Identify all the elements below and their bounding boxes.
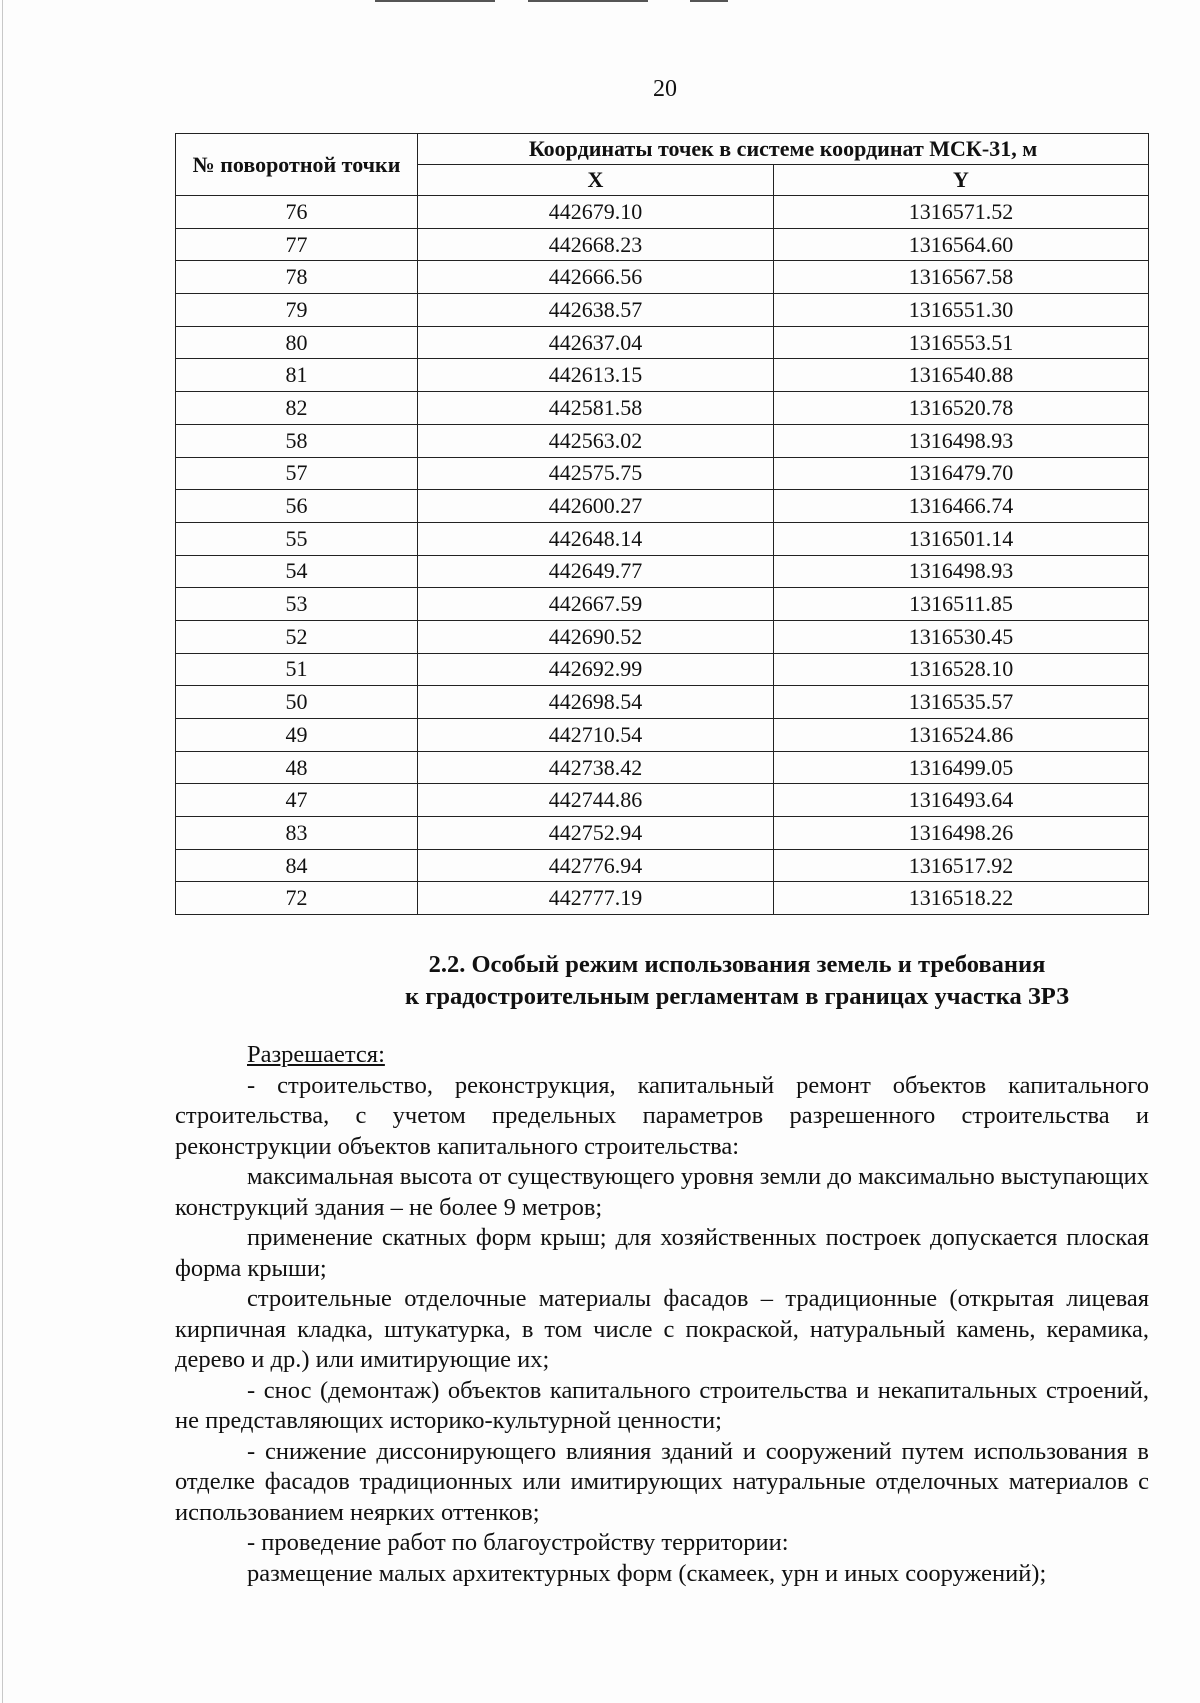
cell-x: 442692.99 — [418, 653, 774, 686]
cell-x: 442710.54 — [418, 719, 774, 752]
table-row — [176, 588, 1149, 621]
cell-point-no: 84 — [176, 849, 418, 882]
cell-point-no: 58 — [176, 424, 418, 457]
cell-y: 1316551.30 — [774, 294, 1149, 327]
cell-point-no: 56 — [176, 490, 418, 523]
cell-y: 1316498.93 — [774, 555, 1149, 588]
cell-y: 1316511.85 — [774, 588, 1149, 621]
cell-y: 1316501.14 — [774, 522, 1149, 555]
section-body — [175, 1040, 1149, 1589]
table-row — [176, 751, 1149, 784]
section-title-line-1: 2.2. Особый режим использования земель и требования — [428, 951, 1046, 978]
cell-y: 1316528.10 — [774, 653, 1149, 686]
cell-x: 442563.02 — [418, 424, 774, 457]
cell-point-no: 50 — [176, 686, 418, 719]
cell-y: 1316535.57 — [774, 686, 1149, 719]
cell-y: 1316479.70 — [774, 457, 1149, 490]
cell-x: 442666.56 — [418, 261, 774, 294]
cell-y: 1316540.88 — [774, 359, 1149, 392]
cell-x: 442600.27 — [418, 490, 774, 523]
table-row — [176, 817, 1149, 850]
scan-edge — [2, 0, 3, 1703]
table-row — [176, 522, 1149, 555]
cell-y: 1316493.64 — [774, 784, 1149, 817]
header-y: Y — [774, 165, 1149, 196]
cell-x: 442752.94 — [418, 817, 774, 850]
cell-y: 1316466.74 — [774, 490, 1149, 523]
cell-x: 442777.19 — [418, 882, 774, 915]
cell-x: 442738.42 — [418, 751, 774, 784]
scan-artifact — [528, 0, 648, 2]
cell-point-no: 49 — [176, 719, 418, 752]
cell-point-no: 78 — [176, 261, 418, 294]
table-row — [176, 686, 1149, 719]
paragraph: размещение малых архитектурных форм (скамеек, урн и иных сооружений); — [247, 1559, 1047, 1587]
paragraph: применение скатных форм крыш; для хозяйственных построек допускается плоская форма крыши; — [175, 1224, 1149, 1282]
cell-y: 1316524.86 — [774, 719, 1149, 752]
cell-point-no: 81 — [176, 359, 418, 392]
cell-point-no: 77 — [176, 228, 418, 261]
table-row — [176, 620, 1149, 653]
cell-y: 1316517.92 — [774, 849, 1149, 882]
cell-x: 442668.23 — [418, 228, 774, 261]
cell-point-no: 79 — [176, 294, 418, 327]
cell-y: 1316564.60 — [774, 228, 1149, 261]
table-row — [176, 784, 1149, 817]
allowed-label: Разрешается: — [247, 1041, 385, 1068]
table-row — [176, 261, 1149, 294]
header-point-no: № поворотной точки — [176, 134, 418, 196]
paragraph: - снос (демонтаж) объектов капитального строительства и некапитальных строений, не представляющих историко-культурной ценности; — [175, 1376, 1149, 1434]
cell-y: 1316567.58 — [774, 261, 1149, 294]
cell-x: 442648.14 — [418, 522, 774, 555]
section-title-line-2: к градостроительным регламентам в границах участка ЗРЗ — [404, 983, 1069, 1010]
cell-x: 442575.75 — [418, 457, 774, 490]
cell-y: 1316499.05 — [774, 751, 1149, 784]
cell-point-no: 80 — [176, 326, 418, 359]
table-row — [176, 719, 1149, 752]
table-row — [176, 457, 1149, 490]
cell-point-no: 72 — [176, 882, 418, 915]
paragraph: - снижение диссонирующего влияния зданий и сооружений путем использования в отделке фасадов традиционных или имитирующих натуральные отделочных материалов с использованием неярких оттенков; — [175, 1437, 1149, 1526]
cell-x: 442649.77 — [418, 555, 774, 588]
cell-point-no: 51 — [176, 653, 418, 686]
cell-x: 442679.10 — [418, 196, 774, 229]
scan-artifact — [690, 0, 728, 2]
paragraph: - строительство, реконструкция, капитальный ремонт объектов капитального строительства, с учетом предельных параметров разрешенного строительства и реконструкции объектов капитального строительства: — [175, 1071, 1149, 1160]
cell-point-no: 47 — [176, 784, 418, 817]
coordinates-table — [175, 133, 1149, 915]
section-title — [175, 949, 1149, 1013]
cell-point-no: 83 — [176, 817, 418, 850]
table-row — [176, 196, 1149, 229]
cell-x: 442667.59 — [418, 588, 774, 621]
scan-artifact — [375, 0, 495, 2]
cell-y: 1316520.78 — [774, 392, 1149, 425]
table-row — [176, 490, 1149, 523]
paragraph: максимальная высота от существующего уровня земли до максимально выступающих конструкций здания – не более 9 метров; — [175, 1163, 1149, 1221]
table-body — [176, 196, 1149, 915]
cell-y: 1316530.45 — [774, 620, 1149, 653]
cell-x: 442638.57 — [418, 294, 774, 327]
cell-x: 442581.58 — [418, 392, 774, 425]
table-row — [176, 882, 1149, 915]
cell-point-no: 54 — [176, 555, 418, 588]
header-x: X — [418, 165, 774, 196]
table-row — [176, 359, 1149, 392]
table-row — [176, 424, 1149, 457]
table-row — [176, 228, 1149, 261]
table-row — [176, 294, 1149, 327]
cell-x: 442744.86 — [418, 784, 774, 817]
cell-y: 1316498.93 — [774, 424, 1149, 457]
header-coordinates: Координаты точек в системе координат МСК-31, м — [418, 134, 1149, 165]
table-row — [176, 653, 1149, 686]
cell-x: 442690.52 — [418, 620, 774, 653]
cell-point-no: 52 — [176, 620, 418, 653]
table-row — [176, 849, 1149, 882]
table-row — [176, 555, 1149, 588]
cell-y: 1316498.26 — [774, 817, 1149, 850]
cell-y: 1316571.52 — [774, 196, 1149, 229]
cell-point-no: 57 — [176, 457, 418, 490]
cell-x: 442613.15 — [418, 359, 774, 392]
paragraph: строительные отделочные материалы фасадов – традиционные (открытая лицевая кирпичная кладка, штукатурка, в том числе с покраской, натуральный камень, керамика, дерево и др.) или имитирующие их; — [175, 1285, 1149, 1373]
cell-point-no: 55 — [176, 522, 418, 555]
cell-point-no: 53 — [176, 588, 418, 621]
cell-point-no: 82 — [176, 392, 418, 425]
cell-point-no: 76 — [176, 196, 418, 229]
cell-point-no: 48 — [176, 751, 418, 784]
paragraph: - проведение работ по благоустройству территории: — [247, 1529, 789, 1556]
cell-x: 442698.54 — [418, 686, 774, 719]
cell-x: 442776.94 — [418, 849, 774, 882]
table-row — [176, 326, 1149, 359]
page-number: 20 — [653, 76, 677, 102]
cell-y: 1316553.51 — [774, 326, 1149, 359]
cell-x: 442637.04 — [418, 326, 774, 359]
table-row — [176, 392, 1149, 425]
cell-y: 1316518.22 — [774, 882, 1149, 915]
